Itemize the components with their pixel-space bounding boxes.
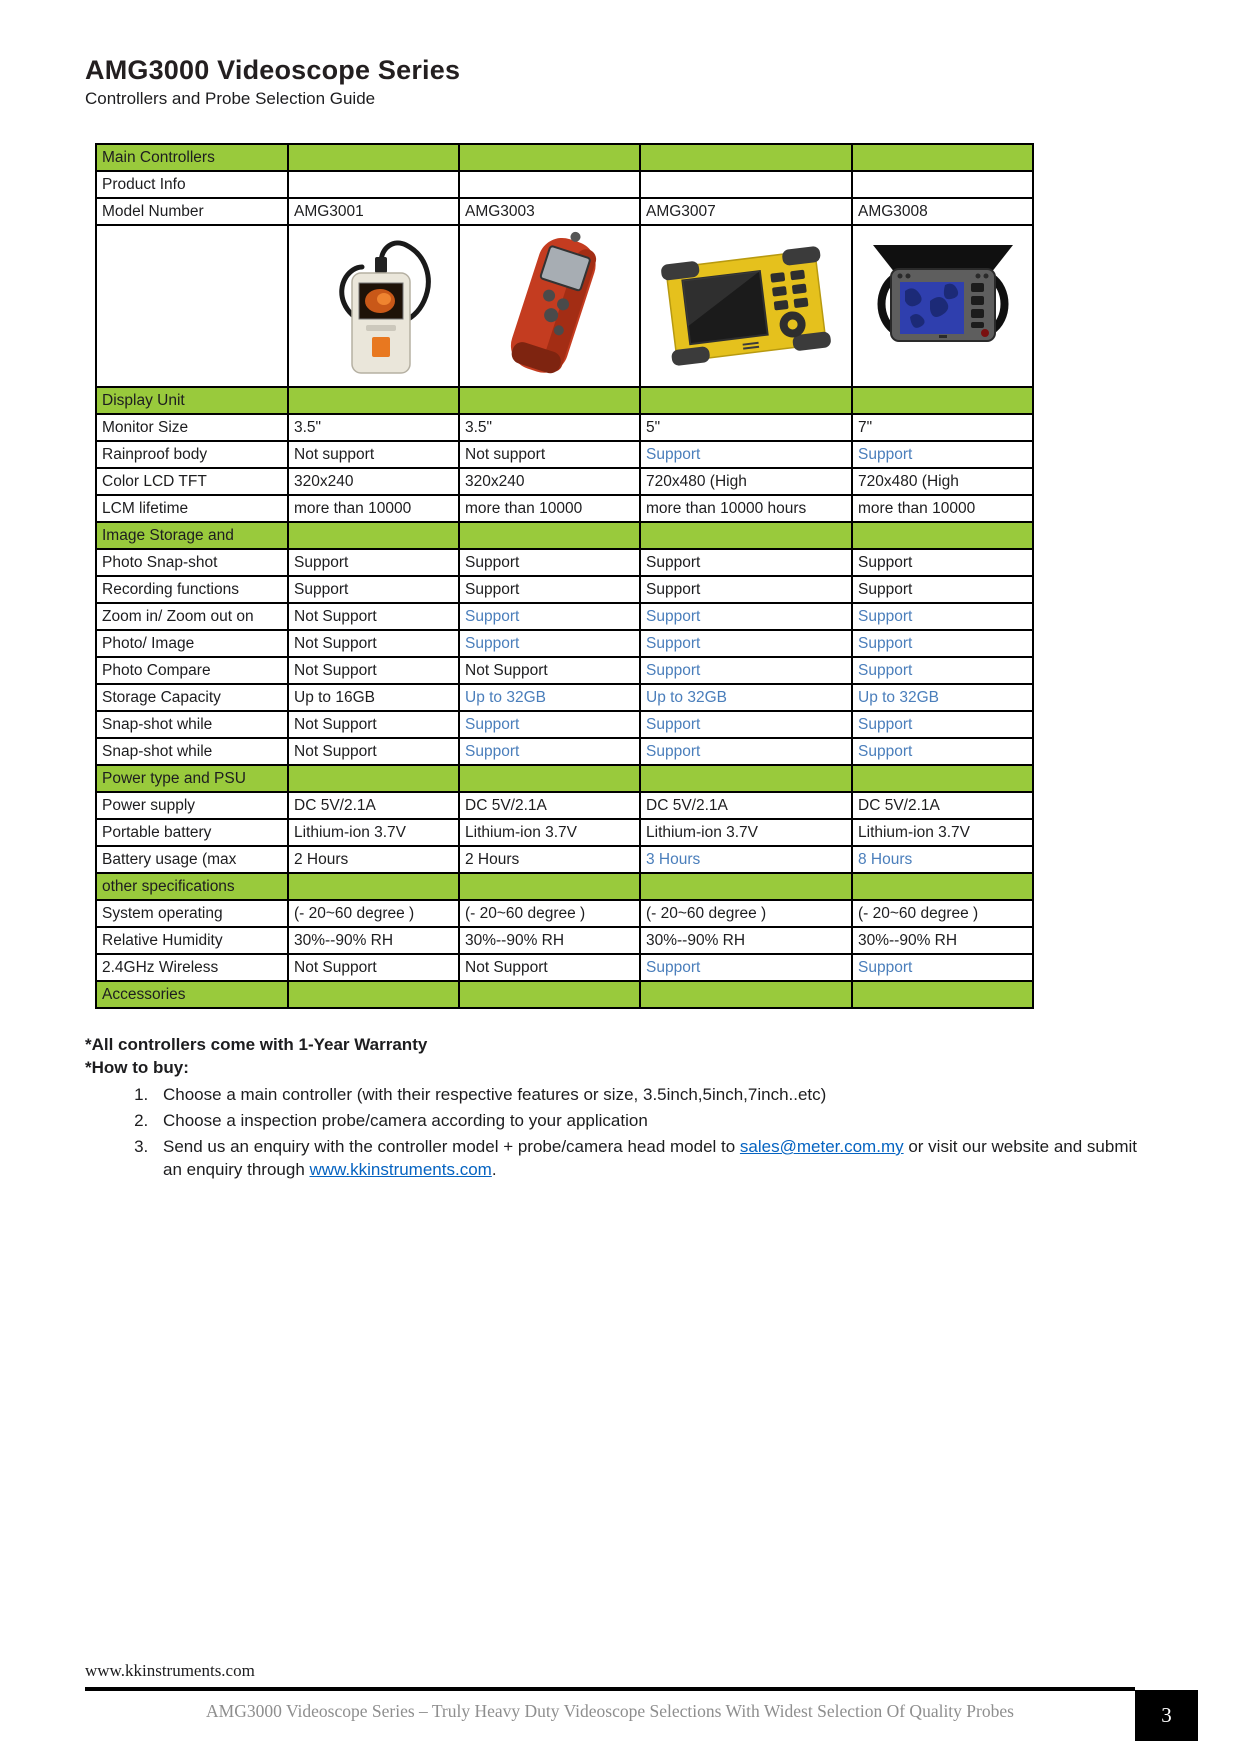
spec-value-recording-functions-col1: Support [288,576,459,603]
section-header-display-unit: Display Unit [96,387,288,414]
spec-label-battery-usage-max: Battery usage (max [96,846,288,873]
spec-label-product-info: Product Info [96,171,288,198]
spec-value-portable-battery-col2: Lithium-ion 3.7V [459,819,640,846]
product-image-amg3001 [288,225,459,387]
image-row-label-cell [96,225,288,387]
spec-value-storage-capacity-col4: Up to 32GB [852,684,1033,711]
spec-value-photo-image-col4: Support [852,630,1033,657]
how-to-buy-step: 1. Choose a main controller (with their respective features or size, 3.5inch,5inch,7inch..etc) [153,1083,1156,1106]
spec-value-snap-shot-while-col3: Support [640,711,852,738]
spec-value-battery-usage-max-col1: 2 Hours [288,846,459,873]
section-cell [459,873,640,900]
spec-value-photo-image-col2: Support [459,630,640,657]
spec-value-rainproof-body-col3: Support [640,441,852,468]
section-row [96,387,1033,414]
how-to-buy-step: 3. Send us an enquiry with the controller model + probe/camera head model to sales@meter.com.my or visit our website and submit an enquiry through www.kkinstruments.com. [153,1135,1156,1181]
spec-value-color-lcd-tft-col2: 320x240 [459,468,640,495]
spec-value-snap-shot-while-col4: Support [852,711,1033,738]
spec-value-color-lcd-tft-col4: 720x480 (High [852,468,1033,495]
table-row [96,576,1033,603]
section-cell [459,522,640,549]
spec-value-photo-snap-shot-col2: Support [459,549,640,576]
section-row [96,765,1033,792]
spec-label-rainproof-body: Rainproof body [96,441,288,468]
section-cell [852,522,1033,549]
section-cell [852,981,1033,1008]
spec-value-photo-snap-shot-col3: Support [640,549,852,576]
warranty-note: *All controllers come with 1-Year Warranty [85,1035,428,1054]
spec-value-relative-humidity-col1: 30%--90% RH [288,927,459,954]
spec-label-model-number: Model Number [96,198,288,225]
website-link[interactable]: www.kkinstruments.com [309,1160,492,1179]
spec-label-color-lcd-tft: Color LCD TFT [96,468,288,495]
section-header-main-controllers: Main Controllers [96,144,288,171]
footer-divider [85,1687,1135,1691]
spec-value-power-supply-col3: DC 5V/2.1A [640,792,852,819]
section-row [96,144,1033,171]
spec-value-color-lcd-tft-col1: 320x240 [288,468,459,495]
section-cell [459,387,640,414]
table-row [96,603,1033,630]
spec-value-2-4ghz-wireless-col1: Not Support [288,954,459,981]
spec-value-color-lcd-tft-col3: 720x480 (High [640,468,852,495]
table-row [96,549,1033,576]
how-to-buy-heading: *How to buy: [85,1058,189,1077]
spec-value-product-info-col1 [288,171,459,198]
table-row [96,441,1033,468]
spec-value-recording-functions-col3: Support [640,576,852,603]
section-cell [288,522,459,549]
section-cell [640,981,852,1008]
amg3007-videoscope-image [646,231,846,381]
section-cell [288,765,459,792]
spec-table-body [96,144,1033,1008]
controller-comparison-table [95,143,1034,1009]
page-title: AMG3000 Videoscope Series [85,55,461,85]
spec-label-portable-battery: Portable battery [96,819,288,846]
email-link[interactable]: sales@meter.com.my [739,1137,904,1156]
footer-site-url[interactable]: www.kkinstruments.com [85,1661,255,1680]
notes-section [85,1033,1156,1181]
table-row [96,684,1033,711]
product-image-amg3008 [852,225,1033,387]
product-image-amg3003 [459,225,640,387]
spec-value-portable-battery-col3: Lithium-ion 3.7V [640,819,852,846]
section-cell [288,981,459,1008]
table-row [96,738,1033,765]
spec-label-relative-humidity: Relative Humidity [96,927,288,954]
table-row [96,711,1033,738]
spec-value-photo-compare-col4: Support [852,657,1033,684]
table-row [96,198,1033,225]
table-row [96,927,1033,954]
spec-value-portable-battery-col1: Lithium-ion 3.7V [288,819,459,846]
section-row [96,873,1033,900]
spec-value-model-number-col4: AMG3008 [852,198,1033,225]
section-cell [852,387,1033,414]
spec-value-snap-shot-while-col1: Not Support [288,738,459,765]
spec-value-snap-shot-while-col4: Support [852,738,1033,765]
spec-value-recording-functions-col4: Support [852,576,1033,603]
spec-label-snap-shot-while: Snap-shot while [96,711,288,738]
spec-value-photo-compare-col3: Support [640,657,852,684]
spec-value-relative-humidity-col2: 30%--90% RH [459,927,640,954]
section-header-accessories: Accessories [96,981,288,1008]
spec-value-recording-functions-col2: Support [459,576,640,603]
table-row [96,819,1033,846]
spec-label-system-operating: System operating [96,900,288,927]
spec-label-photo-image: Photo/ Image [96,630,288,657]
spec-label-zoom-in-zoom-out-on: Zoom in/ Zoom out on [96,603,288,630]
how-to-buy-step: 2. Choose a inspection probe/camera according to your application [153,1109,1156,1132]
spec-value-product-info-col2 [459,171,640,198]
section-cell [288,144,459,171]
spec-value-relative-humidity-col3: 30%--90% RH [640,927,852,954]
spec-value-zoom-in-zoom-out-on-col1: Not Support [288,603,459,630]
spec-value-system-operating-col2: (- 20~60 degree ) [459,900,640,927]
spec-value-lcm-lifetime-col4: more than 10000 [852,495,1033,522]
table-row [96,495,1033,522]
section-cell [640,387,852,414]
spec-value-2-4ghz-wireless-col2: Not Support [459,954,640,981]
spec-value-monitor-size-col3: 5" [640,414,852,441]
section-cell [288,387,459,414]
spec-label-lcm-lifetime: LCM lifetime [96,495,288,522]
spec-value-zoom-in-zoom-out-on-col3: Support [640,603,852,630]
section-cell [852,765,1033,792]
spec-value-photo-image-col1: Not Support [288,630,459,657]
amg3008-videoscope-image [855,231,1030,381]
spec-value-photo-snap-shot-col4: Support [852,549,1033,576]
section-header-power-type-and-psu: Power type and PSU [96,765,288,792]
page-number: 3 [1161,1703,1172,1727]
spec-value-portable-battery-col4: Lithium-ion 3.7V [852,819,1033,846]
spec-value-system-operating-col1: (- 20~60 degree ) [288,900,459,927]
section-row [96,981,1033,1008]
table-row [96,900,1033,927]
section-cell [852,144,1033,171]
spec-value-monitor-size-col2: 3.5" [459,414,640,441]
how-to-buy-list [85,1083,1156,1181]
section-cell [459,765,640,792]
table-row [96,468,1033,495]
spec-value-snap-shot-while-col3: Support [640,738,852,765]
spec-value-power-supply-col1: DC 5V/2.1A [288,792,459,819]
spec-label-recording-functions: Recording functions [96,576,288,603]
table-row [96,225,1033,387]
section-cell [640,144,852,171]
table-row [96,657,1033,684]
table-row [96,414,1033,441]
spec-value-model-number-col3: AMG3007 [640,198,852,225]
spec-label-photo-compare: Photo Compare [96,657,288,684]
table-row [96,630,1033,657]
spec-label-snap-shot-while: Snap-shot while [96,738,288,765]
spec-value-rainproof-body-col2: Not support [459,441,640,468]
spec-value-storage-capacity-col2: Up to 32GB [459,684,640,711]
section-cell [852,873,1033,900]
spec-value-rainproof-body-col1: Not support [288,441,459,468]
spec-value-battery-usage-max-col4: 8 Hours [852,846,1033,873]
table-row [96,792,1033,819]
spec-value-zoom-in-zoom-out-on-col4: Support [852,603,1033,630]
section-header-image-storage-and: Image Storage and [96,522,288,549]
amg3003-videoscope-image [462,231,637,381]
table-row [96,954,1033,981]
spec-value-lcm-lifetime-col1: more than 10000 [288,495,459,522]
spec-value-system-operating-col3: (- 20~60 degree ) [640,900,852,927]
spec-value-photo-compare-col1: Not Support [288,657,459,684]
section-cell [640,873,852,900]
spec-label-power-supply: Power supply [96,792,288,819]
spec-value-lcm-lifetime-col3: more than 10000 hours [640,495,852,522]
spec-value-battery-usage-max-col2: 2 Hours [459,846,640,873]
section-cell [288,873,459,900]
product-image-amg3007 [640,225,852,387]
spec-value-2-4ghz-wireless-col4: Support [852,954,1033,981]
spec-label-monitor-size: Monitor Size [96,414,288,441]
table-row [96,846,1033,873]
spec-label-storage-capacity: Storage Capacity [96,684,288,711]
spec-value-power-supply-col4: DC 5V/2.1A [852,792,1033,819]
spec-value-product-info-col4 [852,171,1033,198]
spec-value-snap-shot-while-col2: Support [459,738,640,765]
section-cell [640,765,852,792]
spec-value-product-info-col3 [640,171,852,198]
spec-value-photo-snap-shot-col1: Support [288,549,459,576]
spec-value-snap-shot-while-col1: Not Support [288,711,459,738]
spec-label-2-4ghz-wireless: 2.4GHz Wireless [96,954,288,981]
spec-value-power-supply-col2: DC 5V/2.1A [459,792,640,819]
section-row [96,522,1033,549]
spec-value-storage-capacity-col1: Up to 16GB [288,684,459,711]
page-subtitle: Controllers and Probe Selection Guide [85,89,376,108]
spec-label-photo-snap-shot: Photo Snap-shot [96,549,288,576]
spec-value-model-number-col1: AMG3001 [288,198,459,225]
spec-value-model-number-col2: AMG3003 [459,198,640,225]
spec-value-monitor-size-col4: 7" [852,414,1033,441]
spec-value-monitor-size-col1: 3.5" [288,414,459,441]
section-cell [459,144,640,171]
spec-value-lcm-lifetime-col2: more than 10000 [459,495,640,522]
section-cell [640,522,852,549]
page-number-badge [1135,1690,1198,1741]
spec-value-photo-compare-col2: Not Support [459,657,640,684]
spec-value-zoom-in-zoom-out-on-col2: Support [459,603,640,630]
spec-value-storage-capacity-col3: Up to 32GB [640,684,852,711]
footer-tagline: AMG3000 Videoscope Series – Truly Heavy Duty Videoscope Selections With Widest Selection Of Quality Probes [206,1701,1014,1721]
spec-value-system-operating-col4: (- 20~60 degree ) [852,900,1033,927]
section-cell [459,981,640,1008]
spec-value-battery-usage-max-col3: 3 Hours [640,846,852,873]
spec-value-2-4ghz-wireless-col3: Support [640,954,852,981]
spec-value-rainproof-body-col4: Support [852,441,1033,468]
section-header-other-specifications: other specifications [96,873,288,900]
amg3001-videoscope-image [294,231,454,381]
spec-value-relative-humidity-col4: 30%--90% RH [852,927,1033,954]
spec-value-photo-image-col3: Support [640,630,852,657]
spec-value-snap-shot-while-col2: Support [459,711,640,738]
table-row [96,171,1033,198]
